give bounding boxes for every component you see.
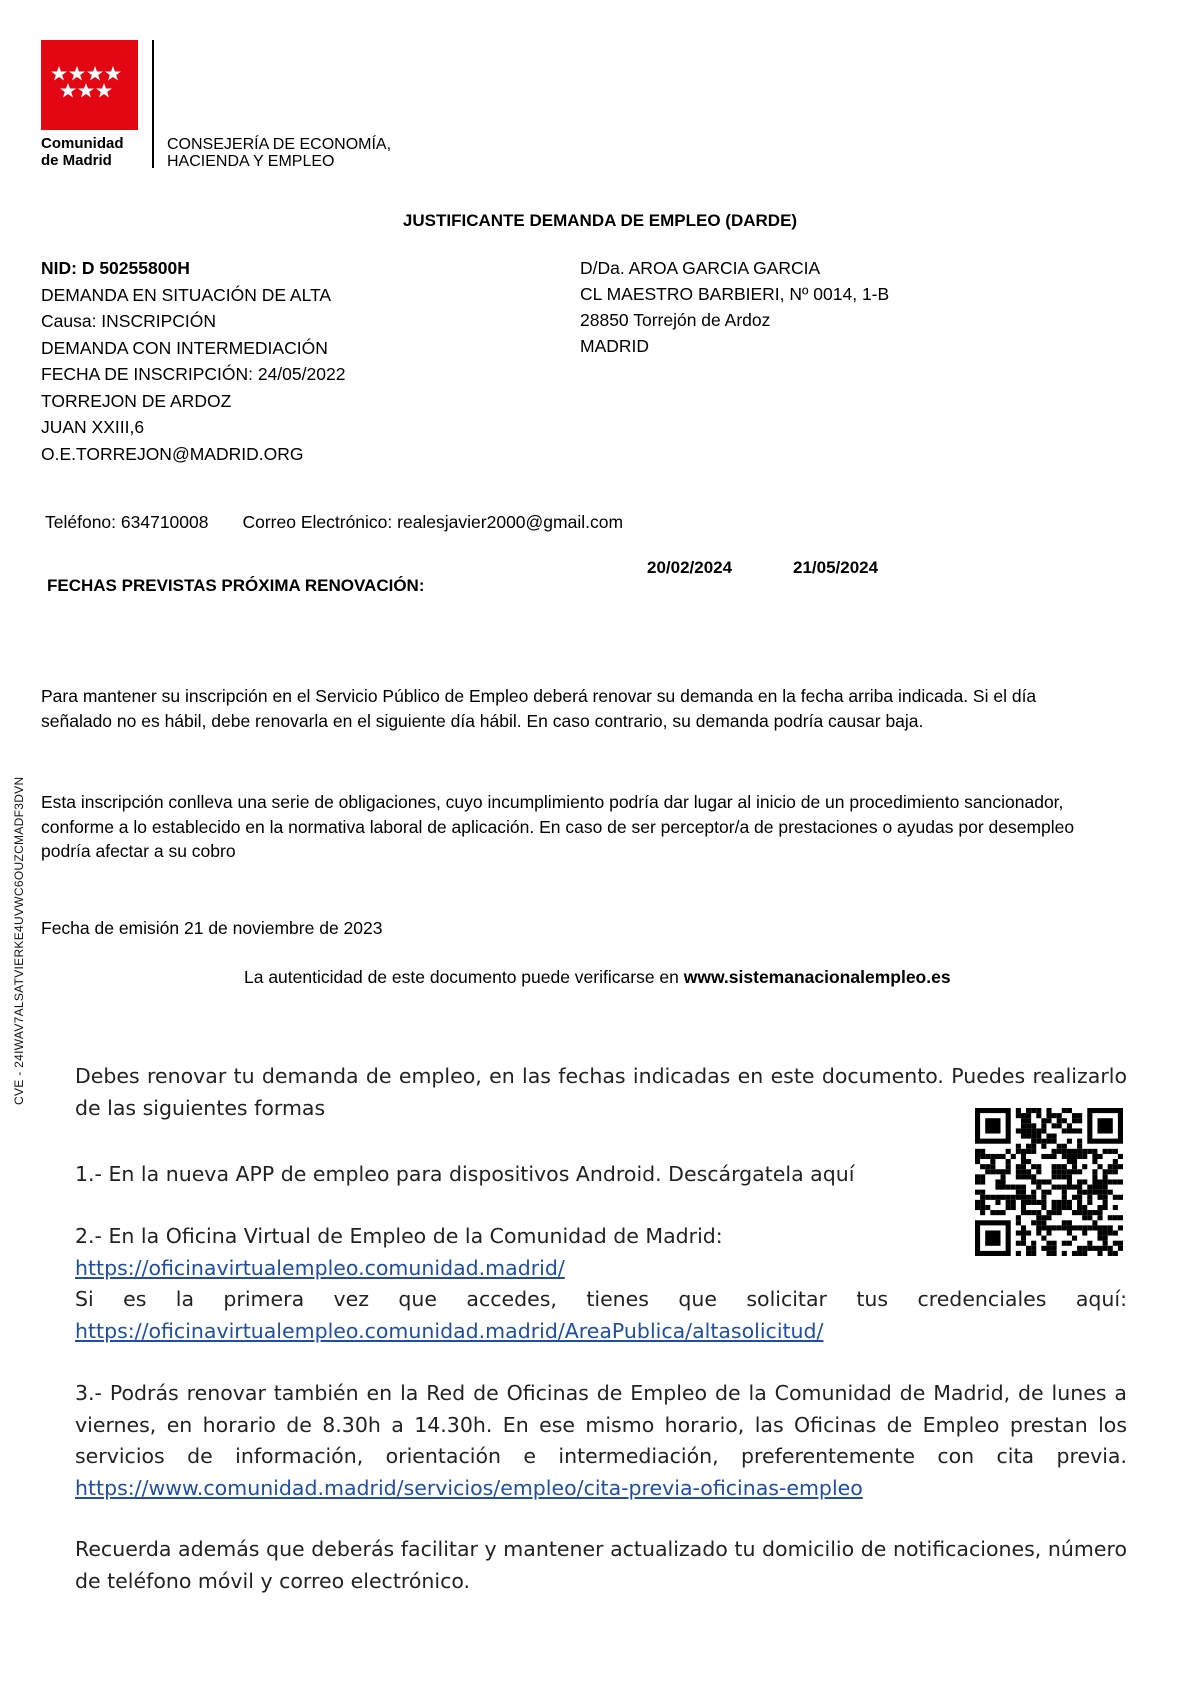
consejeria-line-1: CONSEJERÍA DE ECONOMÍA, (167, 136, 392, 153)
demanda-details (41, 255, 345, 467)
oficina-virtual-link[interactable]: https://oficinavirtualempleo.comunidad.madrid/ (75, 1255, 565, 1280)
nid: NID: D 50255800H (41, 258, 190, 278)
oficina-direccion: JUAN XXIII,6 (41, 417, 145, 437)
stars-icon (51, 66, 131, 106)
info-opcion-oficina-virtual (75, 1221, 1127, 1347)
paragraph-obligaciones: Esta inscripción conlleva una serie de obligaciones, cuyo incumplimiento podría dar lugar al inicio de un procedimiento sancionador, conforme a lo establecido en la normativa laboral de aplicación. En caso de ser perceptor/a de prestaciones o ayudas por desempleo podría afectar a su cobro (41, 792, 1075, 861)
destinatario-calle: CL MAESTRO BARBIERI, Nº 0014, 1-B (580, 284, 890, 304)
opcion3-text: 3.- Podrás renovar también en la Red de Oficinas de Empleo de la Comunidad de Madrid, de lunes a viernes, en horario de 8.30h a 14.30h. En ese mismo horario, las Oficinas de Empleo prestan los servicios de información, orientación e intermediación, preferentemente con cita previa. (75, 1381, 1127, 1468)
info-intro: Debes renovar tu demanda de empleo, en las fechas indicadas en este documento. Puedes realizarlo de las siguientes formas (75, 1064, 1127, 1120)
cve-code: CVE - 24IWAV7ALSATVIERKE4UVWC6OUZCMADF3DVN (12, 776, 26, 1105)
destinatario-nombre: D/Da. AROA GARCIA GARCIA (580, 258, 821, 278)
comunidad-madrid-logo (41, 40, 138, 130)
document-title: JUSTIFICANTE DEMANDA DE EMPLEO (DARDE) (402, 211, 798, 230)
brand-line-1: Comunidad (41, 135, 124, 152)
destinatario-cp-ciudad: 28850 Torrejón de Ardoz (580, 310, 771, 330)
renovacion-fecha-1: 20/02/2024 (647, 558, 733, 577)
renovacion-fecha-2: 21/05/2024 (793, 558, 879, 577)
brand-line-2: de Madrid (41, 152, 112, 169)
consejeria-line-2: HACIENDA Y EMPLEO (167, 153, 335, 170)
contact-line (45, 512, 623, 533)
intermediacion: DEMANDA CON INTERMEDIACIÓN (41, 337, 328, 358)
info-opcion-app: 1.- En la nueva APP de empleo para dispositivos Android. Descárgatela aquí (75, 1162, 855, 1186)
autenticidad-line (244, 967, 951, 988)
opcion2-text: 2.- En la Oficina Virtual de Empleo de la Comunidad de Madrid: (75, 1224, 723, 1248)
info-opcion-red-oficinas (75, 1378, 1127, 1504)
logo-divider (152, 40, 154, 168)
oficina-nombre: TORREJON DE ARDOZ (41, 390, 232, 411)
correo-electronico: Correo Electrónico: realesjavier2000@gmail.com (242, 512, 624, 532)
paragraph-renovacion: Para mantener su inscripción en el Servicio Público de Empleo deberá renovar su demanda en la fecha arriba indicada. Si el día señalado no es hábil, debe renovarla en el siguiente día hábil. En caso contrario, su demanda podría causar baja. (41, 686, 1037, 731)
fecha-inscripcion: FECHA DE INSCRIPCIÓN: 24/05/2022 (41, 364, 346, 384)
verificacion-link[interactable]: www.sistemanacionalempleo.es (683, 967, 951, 987)
info-recuerda: Recuerda además que deberás facilitar y mantener actualizado tu domicilio de notificaciones, número de teléfono móvil y correo electrónico. (75, 1537, 1127, 1593)
fecha-emision: Fecha de emisión 21 de noviembre de 2023 (41, 918, 383, 938)
qr-code-icon[interactable] (975, 1108, 1123, 1256)
brand-name (41, 135, 124, 169)
oficina-email: O.E.TORREJON@MADRID.ORG (41, 443, 304, 464)
credenciales-text: Si es la primera vez que accedes, tienes que solicitar tus credenciales aquí: (75, 1287, 1127, 1311)
autenticidad-text: La autenticidad de este documento puede verificarse en (244, 967, 684, 987)
alta-solicitud-link[interactable]: https://oficinavirtualempleo.comunidad.madrid/AreaPublica/altasolicitud/ (75, 1318, 824, 1343)
destinatario-address (580, 255, 889, 359)
renovacion-label: FECHAS PREVISTAS PRÓXIMA RENOVACIÓN: (47, 576, 425, 595)
estado-demanda: DEMANDA EN SITUACIÓN DE ALTA (41, 284, 332, 305)
telefono: Teléfono: 634710008 (45, 512, 209, 532)
destinatario-provincia: MADRID (580, 336, 650, 356)
causa: Causa: INSCRIPCIÓN (41, 311, 217, 331)
cita-previa-link[interactable]: https://www.comunidad.madrid/servicios/empleo/cita-previa-oficinas-empleo (75, 1475, 863, 1500)
consejeria-name (167, 136, 391, 170)
